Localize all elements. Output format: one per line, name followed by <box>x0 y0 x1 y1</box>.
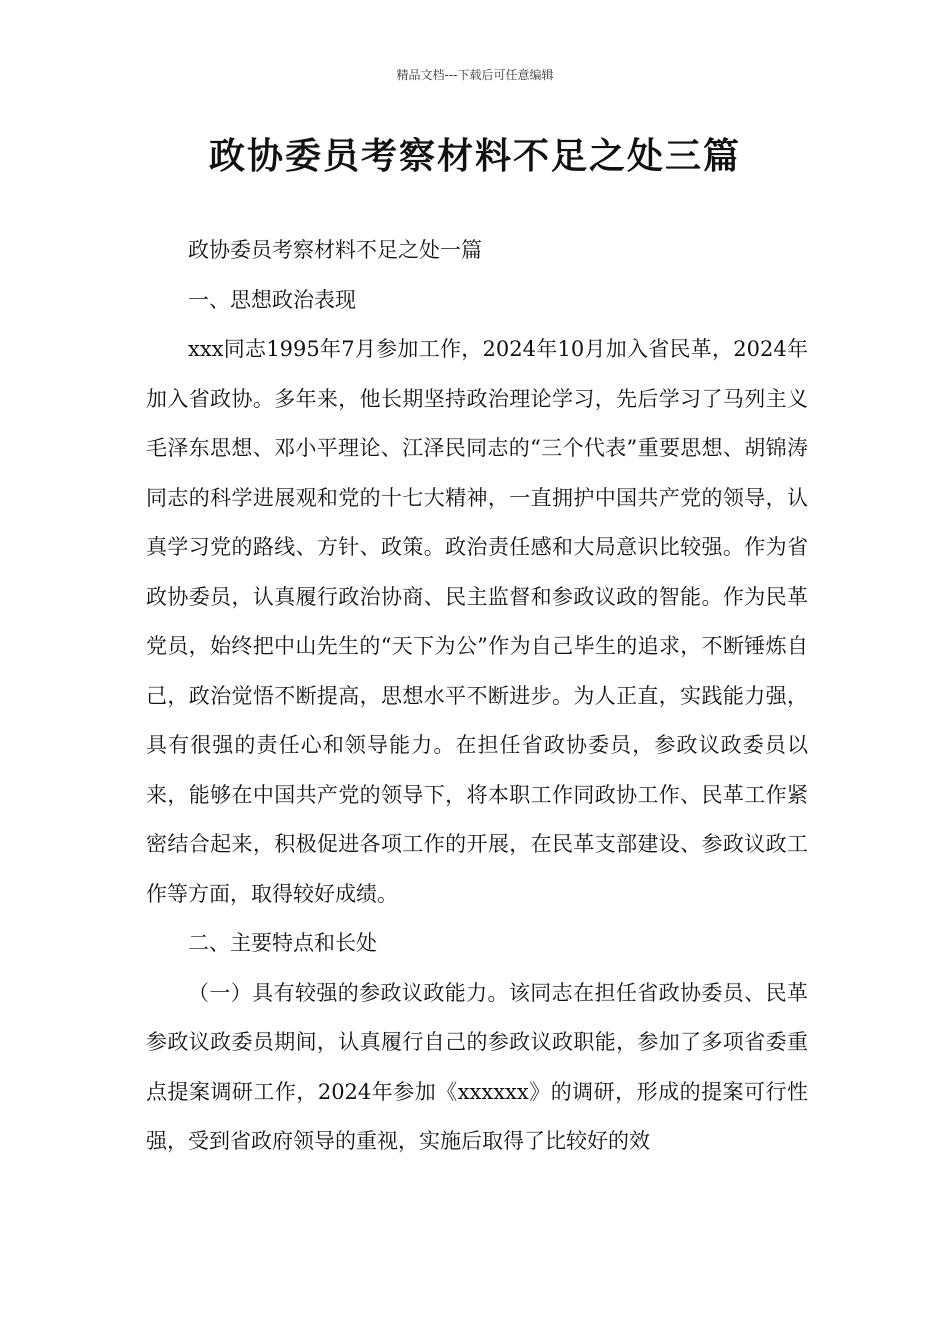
body-paragraph: （一）具有较强的参政议政能力。该同志在担任省政协委员、民革参政议政委员期间，认真履行自己的参政议政职能，参加了多项省委重点提案调研工作，2024年参加《xxxxxx》的调研，形成的提案可行性强，受到省政府领导的重视，实施后取得了比较好的效 <box>146 980 808 1153</box>
document-body <box>146 226 808 1167</box>
sub-title: 政协委员考察材料不足之处一篇 <box>188 238 482 262</box>
section-heading: 一、思想政治表现 <box>188 287 356 312</box>
document-title: 政协委员考察材料不足之处三篇 <box>208 135 741 177</box>
section-heading: 二、主要特点和长处 <box>188 931 377 955</box>
header-note: 精品文档---下载后可任意编辑 <box>396 68 554 82</box>
body-paragraph: xxx同志1995年7月参加工作，2024年10月加入省民革，2024年加入省政协。多年来，他长期坚持政治理论学习，先后学习了马列主义毛泽东思想、邓小平理论、江泽民同志的“三个代表”重要思想、胡锦涛同志的科学进展观和党的十七大精神，一直拥护中国共产党的领导，认真学习党的路线、方针、政策。政治责任感和大局意识比较强。作为省政协委员，认真履行政治协商、民主监督和参政议政的智能。作为民革党员，始终把中山先生的“天下为公”作为自己毕生的追求，不断锤炼自己，政治觉悟不断提高，思想水平不断进步。为人正直，实践能力强，具有很强的责任心和领导能力。在担任省政协委员，参政议政委员以来，能够在中国共产党的领导下，将本职工作同政协工作、民革工作紧密结合起来，积极促进各项工作的开展，在民革支部建设、参政议政工作等方面，取得较好成绩。 <box>146 337 808 906</box>
